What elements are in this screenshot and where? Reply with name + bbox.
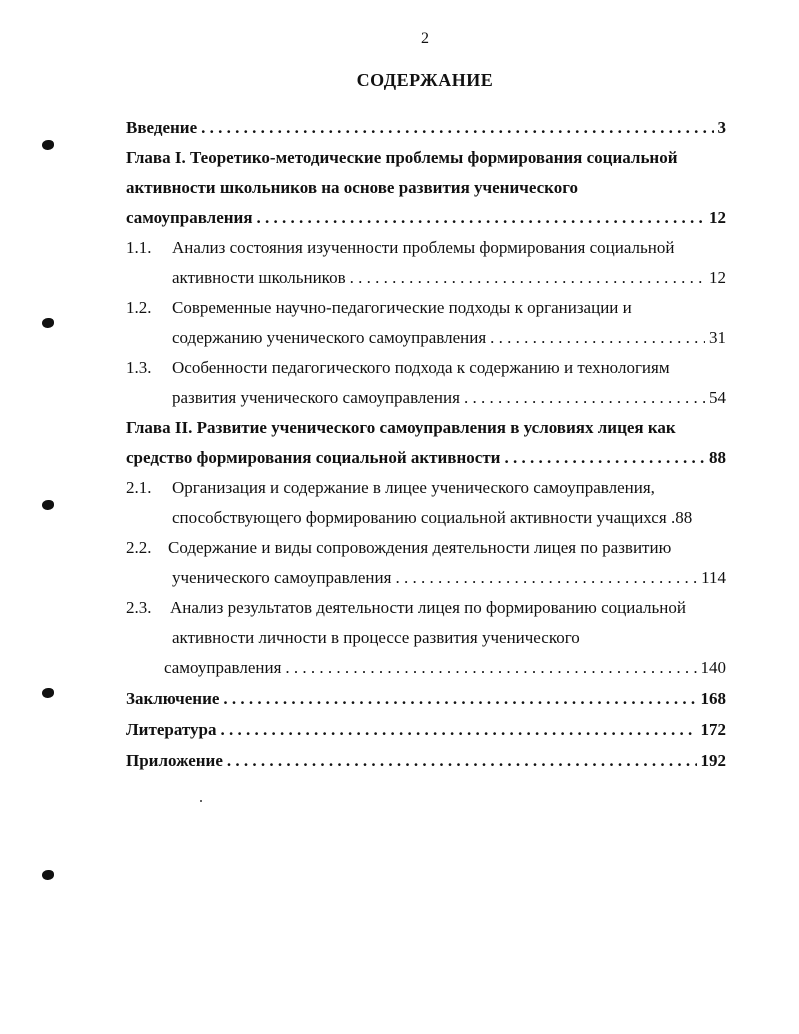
section-title: Содержание и виды сопровождения деятельности лицея по развитию [168,538,672,557]
scan-speck [200,800,202,802]
toc-label: самоуправления [164,658,282,677]
leader-dots [220,714,696,745]
toc-label: развития ученического самоуправления [172,388,460,407]
toc-entry-section-2-1[interactable] [126,503,726,533]
section-title: Анализ результатов деятельности лицея по формированию социальной [170,598,686,617]
toc-chapter2-line1[interactable]: Глава II. Развитие ученического самоуправления в условиях лицея как [126,418,676,437]
section-number: 1.2. [126,298,152,317]
toc-label: Приложение [126,751,223,770]
binder-hole [42,688,54,698]
toc-label: активности школьников [172,268,346,287]
table-of-contents [126,113,726,776]
section-number: 1.1. [126,238,152,257]
toc-chapter1-line2[interactable]: активности школьников на основе развития ученического [126,178,579,197]
toc-entry-conclusion[interactable] [126,683,726,714]
binder-hole [42,500,54,510]
toc-page: 172 [700,720,726,739]
leader-dots [223,683,696,714]
toc-page: 12 [709,268,726,287]
section-number: 2.1. [126,478,152,497]
toc-label: ученического самоуправления [172,568,392,587]
toc-label: содержанию ученического самоуправления [172,328,487,347]
leader-dots [227,745,697,776]
binder-hole [42,870,54,880]
toc-section-1-1-line1[interactable] [126,233,726,263]
toc-entry-chapter2[interactable] [126,443,726,473]
toc-section-2-2-line1[interactable] [126,533,726,563]
toc-entry-section-1-3[interactable] [126,383,726,413]
toc-page: 3 [717,118,726,137]
section-title: Анализ состояния изученности проблемы формирования социальной [172,238,675,257]
section-number: 1.3. [126,358,152,377]
toc-section-1-3-line1[interactable] [126,353,726,383]
toc-label: Введение [126,118,198,137]
toc-section-2-1-line1[interactable] [126,473,726,503]
page-title: СОДЕРЖАНИЕ [356,70,494,90]
leader-dots [395,563,697,593]
leader-dots [285,653,696,683]
section-title: Организация и содержание в лицее ученического самоуправления, [172,478,655,497]
toc-label: самоуправления [126,208,253,227]
toc-label: Литература [126,720,217,739]
leader-dots [350,263,705,293]
section-number: 2.2. [126,538,152,557]
toc-section-1-2-line1[interactable] [126,293,726,323]
binder-hole [42,140,54,150]
toc-entry-section-1-2[interactable] [126,323,726,353]
toc-page: 12 [709,208,726,227]
section-title: Особенности педагогического подхода к содержанию и технологиям [172,358,670,377]
toc-entry-section-2-2[interactable] [126,563,726,593]
leader-dots [504,443,705,473]
toc-entry-literature[interactable] [126,714,726,745]
toc-page: 192 [700,751,726,770]
toc-entry-section-1-1[interactable] [126,263,726,293]
toc-chapter1-line1[interactable]: Глава I. Теоретико-методические проблемы формирования социальной [126,148,678,167]
leader-dots [257,203,705,233]
toc-page: 31 [709,328,726,347]
section-title: Современные научно-педагогические подходы к организации и [172,298,632,317]
toc-page: 54 [709,388,726,407]
toc-label: средство формирования социальной активности [126,448,501,467]
toc-page: 168 [700,689,726,708]
toc-section-2-3-line2[interactable]: активности личности в процессе развития ученического [172,628,580,647]
toc-page: 88 [709,448,726,467]
section-number: 2.3. [126,598,152,617]
binder-hole [42,318,54,328]
toc-label: Заключение [126,689,220,708]
toc-entry-appendix[interactable] [126,745,726,776]
toc-section-2-3-line1[interactable] [126,593,726,623]
toc-entry-section-2-3[interactable] [126,653,726,683]
leader-dots [490,323,705,353]
toc-entry-chapter1[interactable] [126,203,726,233]
toc-page: 140 [700,658,726,677]
toc-entry-intro[interactable] [126,113,726,143]
leader-dots [464,383,705,413]
toc-page: .88 [670,508,693,527]
leader-dots [201,113,713,143]
page-number: 2 [421,30,429,47]
toc-page: 114 [701,568,726,587]
toc-label: способствующего формированию социальной активности учащихся [172,508,667,527]
